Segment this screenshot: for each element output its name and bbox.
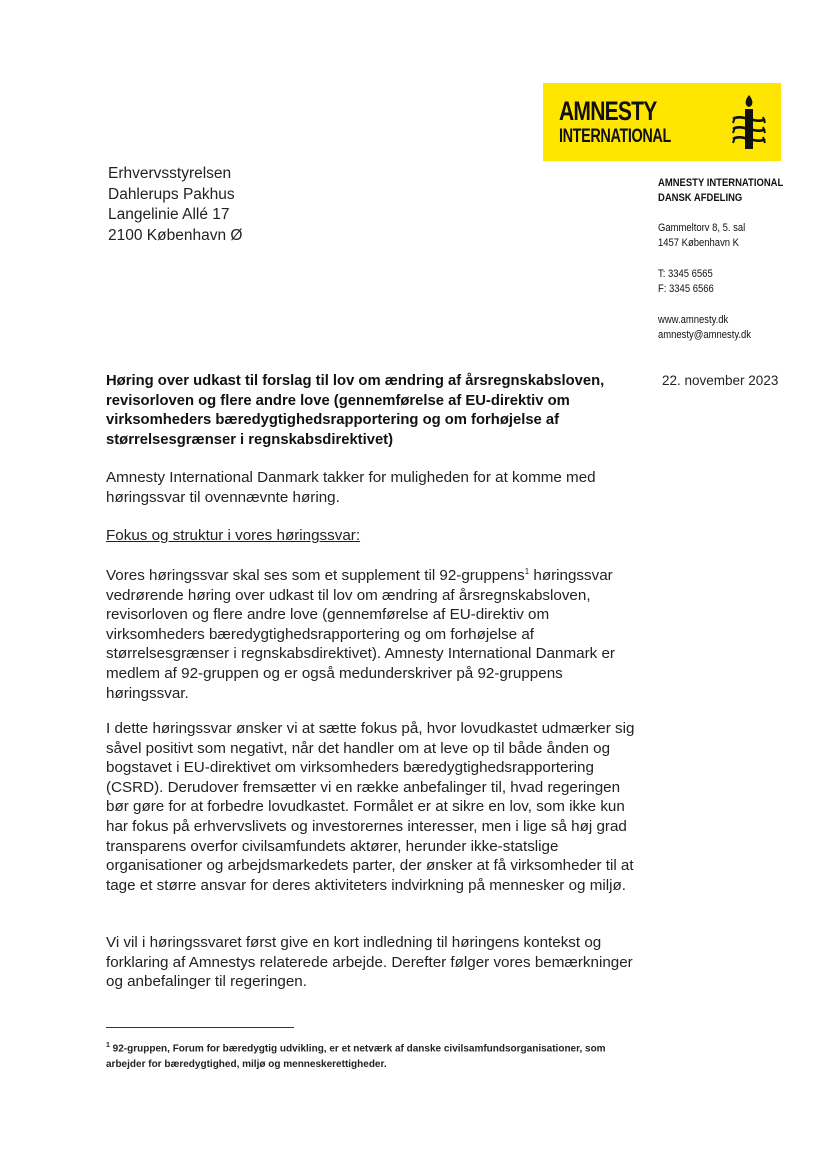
para1-text-end: høringssvar vedrørende høring over udkast til lov om ændring af årsregnskabsloven, revisorloven og flere andre love (gennemførelse af EU-direktiv om virksomheders bæredygtighedsrapportering og om forhøjelse af størrelsesgrænser i regnskabsdirektivet). Amnesty International Danmark er medlem af 92-gruppen og er også medunderskriver på 92-gruppens høringssvar.	[106, 567, 615, 702]
intro-paragraph: Amnesty International Danmark takker for muligheden for at komme med høringssvar til ovennævnte høring.	[106, 469, 596, 506]
sender-address-line: 1457 København K	[658, 237, 740, 249]
letter-date: 22. november 2023	[662, 373, 779, 388]
para1-text-start: Vores høringssvar skal ses som et supplement til 92-gruppens	[106, 567, 525, 584]
candle-barbed-wire-icon	[729, 93, 769, 153]
logo-word-amnesty: AMNESTY	[559, 96, 657, 126]
logo-word-international: INTERNATIONAL	[559, 126, 671, 147]
sender-dept: DANSK AFDELING	[658, 192, 743, 204]
footnote-divider	[106, 1027, 294, 1028]
sender-block	[658, 176, 783, 343]
footnote-text: 92-gruppen, Forum for bæredygtig udvikling, er et netværk af danske civilsamfundsorganisationer, som arbejder for bæredygtighed, miljø og menneskerettigheder.	[106, 1043, 606, 1071]
sender-phone: T: 3345 6565	[658, 268, 713, 280]
recipient-line: Dahlerups Pakhus	[108, 185, 235, 203]
amnesty-logo	[543, 83, 781, 161]
recipient-line: Langelinie Allé 17	[108, 206, 230, 223]
footnote-number: 1	[106, 1042, 110, 1049]
footnote	[106, 1038, 646, 1073]
sender-website: www.amnesty.dk	[658, 314, 729, 326]
sender-address-line: Gammeltorv 8, 5. sal	[658, 222, 746, 234]
section-heading: Fokus og struktur i vores høringssvar:	[106, 527, 361, 544]
sender-org: AMNESTY INTERNATIONAL	[658, 177, 784, 189]
sender-email: amnesty@amnesty.dk	[658, 329, 752, 341]
body-paragraph-2: I dette høringssvar ønsker vi at sætte fokus på, hvor lovudkastet udmærker sig såvel positivt som negativt, når det handler om at leve op til både ånden og bogstavet i EU-direktivet om virksomheders bæredygtighedsrapportering (CSRD). Derudover fremsætter vi en række anbefalinger til, hvad regeringen bør gøre for at forbedre lovudkastet. Formålet er at sikre en lov, som ikke kun har fokus på erhvervslivets og investorernes interesser, men i lige så høj grad transparens overfor civilsamfundets aktører, herunder ikke-statslige organisationer og arbejdsmarkedets parter, der ønsker at få virksomheder til at tage et større ansvar for deres aktiviteters indvirkning på mennesker og miljø.	[106, 720, 635, 894]
body-paragraph-1	[106, 566, 636, 703]
body-paragraph-3: Vi vil i høringssvaret først give en kort indledning til høringens kontekst og forklaring af Amnestys relaterede arbejde. Derefter følger vores bemærkninger og anbefalinger til regeringen.	[106, 934, 633, 991]
sender-fax: F: 3345 6566	[658, 283, 714, 295]
footnote-reference: 1	[524, 566, 530, 576]
subject-heading: Høring over udkast til forslag til lov om ændring af årsregnskabsloven, revisorloven og flere andre love (gennemførelse af EU-direktiv om virksomheders bæredygtighedsrapportering og om forhøjelse af størrelsesgrænser i regnskabsdirektivet)	[106, 373, 605, 448]
recipient-line: 2100 København Ø	[108, 226, 243, 244]
recipient-address	[108, 164, 242, 246]
recipient-line: Erhvervsstyrelsen	[108, 165, 232, 182]
